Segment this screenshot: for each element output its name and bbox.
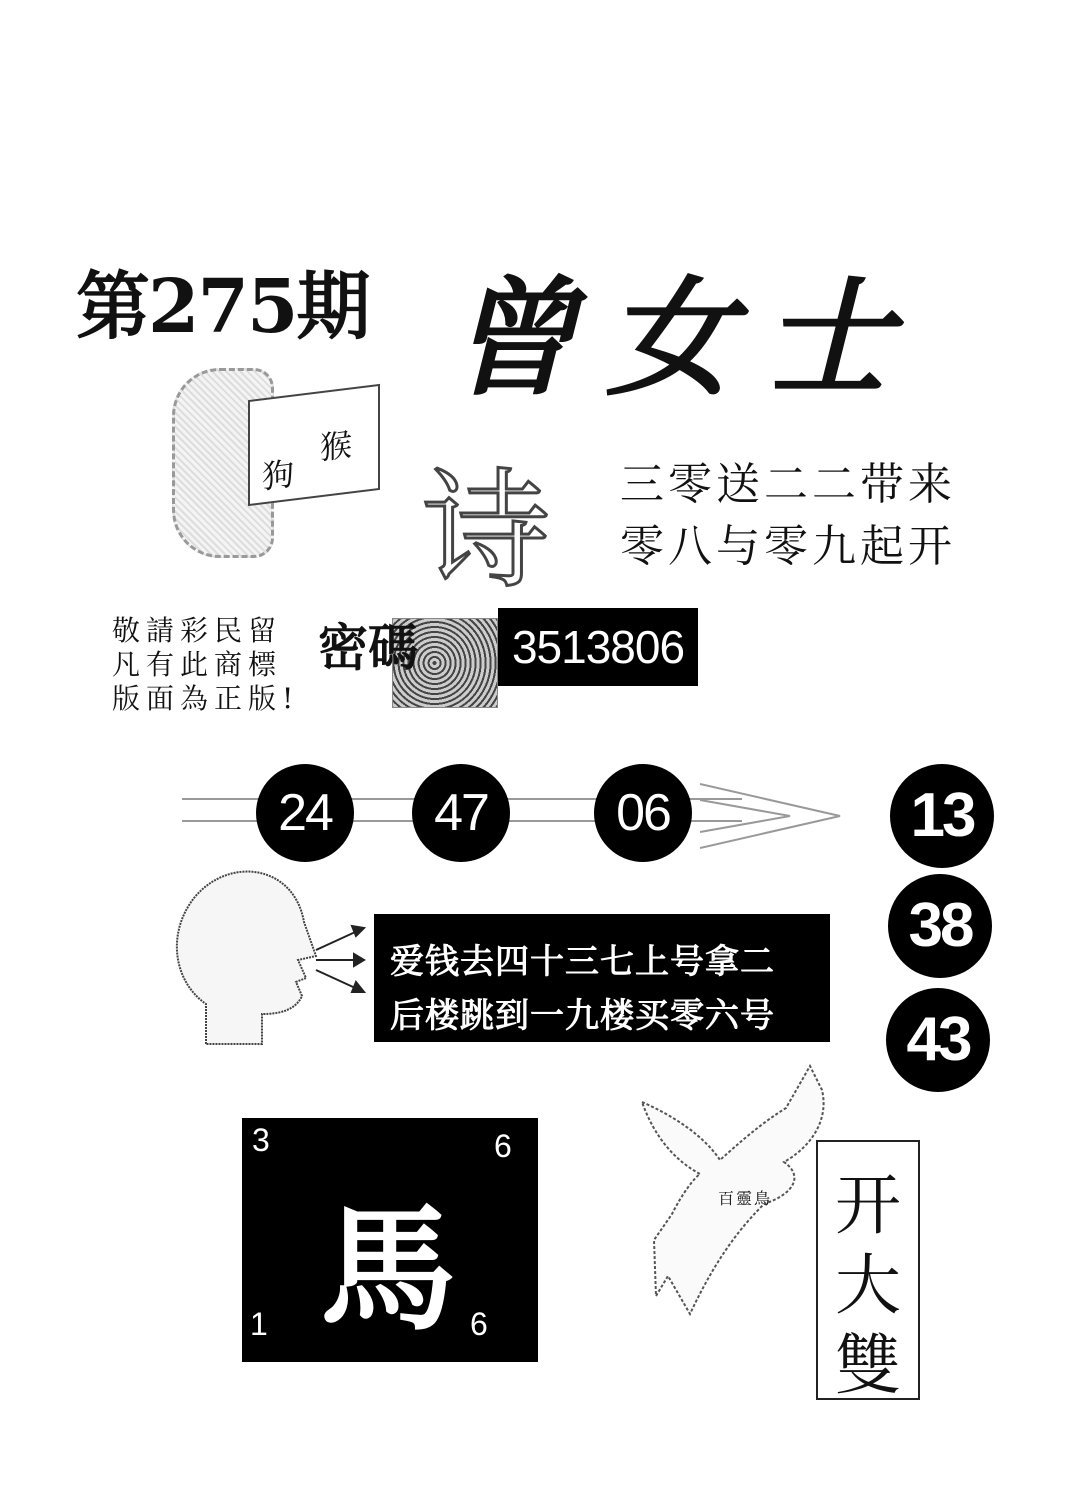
corner-number-top-left: 3 bbox=[252, 1122, 270, 1158]
tip-line: 后楼跳到一九楼买零六号 bbox=[390, 996, 775, 1036]
arrow-number-ball: 47 bbox=[412, 764, 510, 862]
corner-number-bottom-left: 1 bbox=[250, 1306, 268, 1342]
tip-line: 爱钱去四十三七上号拿二 bbox=[390, 942, 775, 982]
notice-line: 版面為正版! bbox=[112, 682, 300, 715]
zodiac-right: 猴 bbox=[320, 425, 353, 468]
open-box bbox=[816, 1140, 920, 1404]
arrow-number-ball: 06 bbox=[594, 764, 692, 862]
corner-number-bottom-right: 6 bbox=[470, 1306, 488, 1342]
result-number-ball: 13 bbox=[890, 764, 994, 868]
poem-line: 零八与零九起开 bbox=[620, 521, 956, 572]
secret-code-label: 密碼 bbox=[318, 618, 418, 677]
phone-number: 3513806 bbox=[498, 608, 698, 686]
zodiac-banner bbox=[248, 384, 380, 506]
arrow-right-icon bbox=[700, 780, 850, 860]
arrow-number-ball: 24 bbox=[256, 764, 354, 862]
zodiac-left: 狗 bbox=[262, 454, 295, 497]
notice-line: 敬請彩民留 bbox=[112, 614, 283, 647]
tip-box bbox=[374, 914, 830, 1042]
brand-title: 曾女士 bbox=[448, 264, 923, 414]
notice-line: 凡有此商標 bbox=[112, 648, 283, 681]
horse-box bbox=[242, 1118, 538, 1362]
open-char: 大 bbox=[835, 1247, 901, 1324]
poem-label: 诗 bbox=[422, 457, 551, 606]
bird-label: 百靈鳥 bbox=[718, 1189, 773, 1208]
issue-number: 第275期 bbox=[76, 264, 369, 350]
horse-character: 馬 bbox=[320, 1190, 456, 1350]
speaking-head-icon bbox=[166, 864, 376, 1050]
result-number-ball: 38 bbox=[888, 874, 992, 978]
corner-number-top-right: 6 bbox=[494, 1128, 512, 1164]
open-char: 雙 bbox=[835, 1327, 901, 1404]
open-char: 开 bbox=[835, 1167, 901, 1244]
result-number-ball: 43 bbox=[886, 988, 990, 1092]
poem-line: 三零送二二带来 bbox=[620, 459, 956, 510]
